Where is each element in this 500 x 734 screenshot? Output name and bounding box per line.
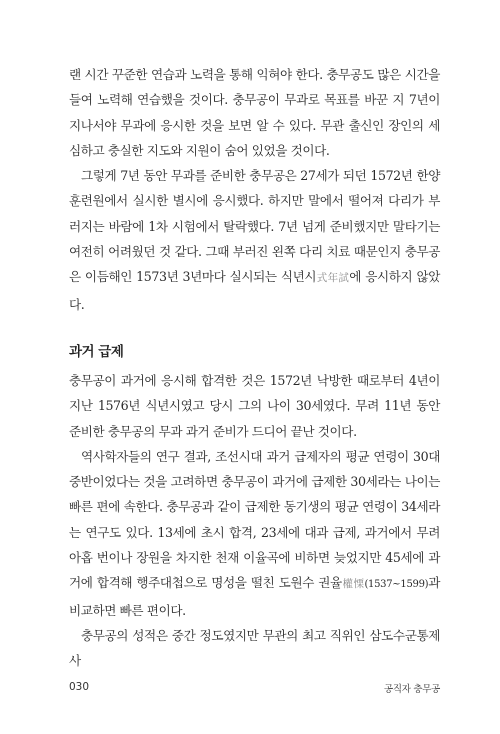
- paragraph-text: 과 비교하면 빠른 편이다.: [69, 575, 440, 618]
- paragraph-first-exam: [69, 163, 440, 317]
- hanja-annotation: 式年試: [316, 272, 350, 285]
- paragraph-text: 역사학자들의 연구 결과, 조선시대 과거 급제자의 평균 연령이 30대 중반이었다는 것을 고려하면 충무공이 과거에 급제한 30세라는 나이는 빠른 편에 속한다. 충무공과 같이 급제한 동기생의 평균 연령이 34세라는 연구도 있다. 13세에 초시 합격, 23세에 대과 급제, 과거에서 무려 아홉 번이나 장원을 차지한 천재 이율곡에 비하면 늦었지만 45세에 과거에 합격해 행주대첩으로 명성을 떨친 도원수 권율: [69, 448, 440, 591]
- body-text: [69, 62, 440, 674]
- paragraph-pass-exam: 충무공이 과거에 응시해 합격한 것은 1572년 낙방한 때로부터 4년이 지난 1576년 식년시였고 당시 그의 나이 30세였다. 무려 11년 동안 준비한 충무공의 무과 과거 준비가 드디어 끝난 것이다.: [69, 372, 440, 439]
- years-annotation: (1537~1599): [364, 579, 429, 591]
- paragraph-text: 에 응시하지 않았다.: [69, 269, 440, 312]
- hanja-annotation: 權慄: [341, 578, 365, 591]
- paragraph-continued: 랜 시간 꾸준한 연습과 노력을 통해 익혀야 한다. 충무공도 많은 시간을 들여 노력해 연습했을 것이다. 충무공이 무과로 목표를 바꾼 지 7년이 지나서야 무과에 응시한 것을 보면 알 수 있다. 무관 출신인 장인의 세심하고 충실한 지도와 지원이 숨어 있었을 것이다.: [69, 67, 440, 158]
- section-heading: 과거 급제: [69, 343, 124, 360]
- running-footer-title: 공직자 충무공: [384, 684, 440, 695]
- paragraph-age-comparison: [69, 444, 440, 623]
- paragraph-grade: 충무공의 성적은 중간 정도였지만 무관의 최고 직위인 삼도수군통제사: [69, 627, 440, 669]
- page-number: 030: [69, 681, 90, 693]
- paragraph-text: 그렇게 7년 동안 무과를 준비한 충무공은 27세가 되던 1572년 한양 훈련원에서 실시한 별시에 응시했다. 하지만 말에서 떨어져 다리가 부러지는 바람에 1차 시험에서 탈락했다. 7년 넘게 준비했지만 말타기는 여전히 어려웠던 것 같다. 그때 부러진 왼쪽 다리 치료 때문인지 충무공은 이듬해인 1573년 3년마다 실시되는 식년시: [69, 168, 440, 285]
